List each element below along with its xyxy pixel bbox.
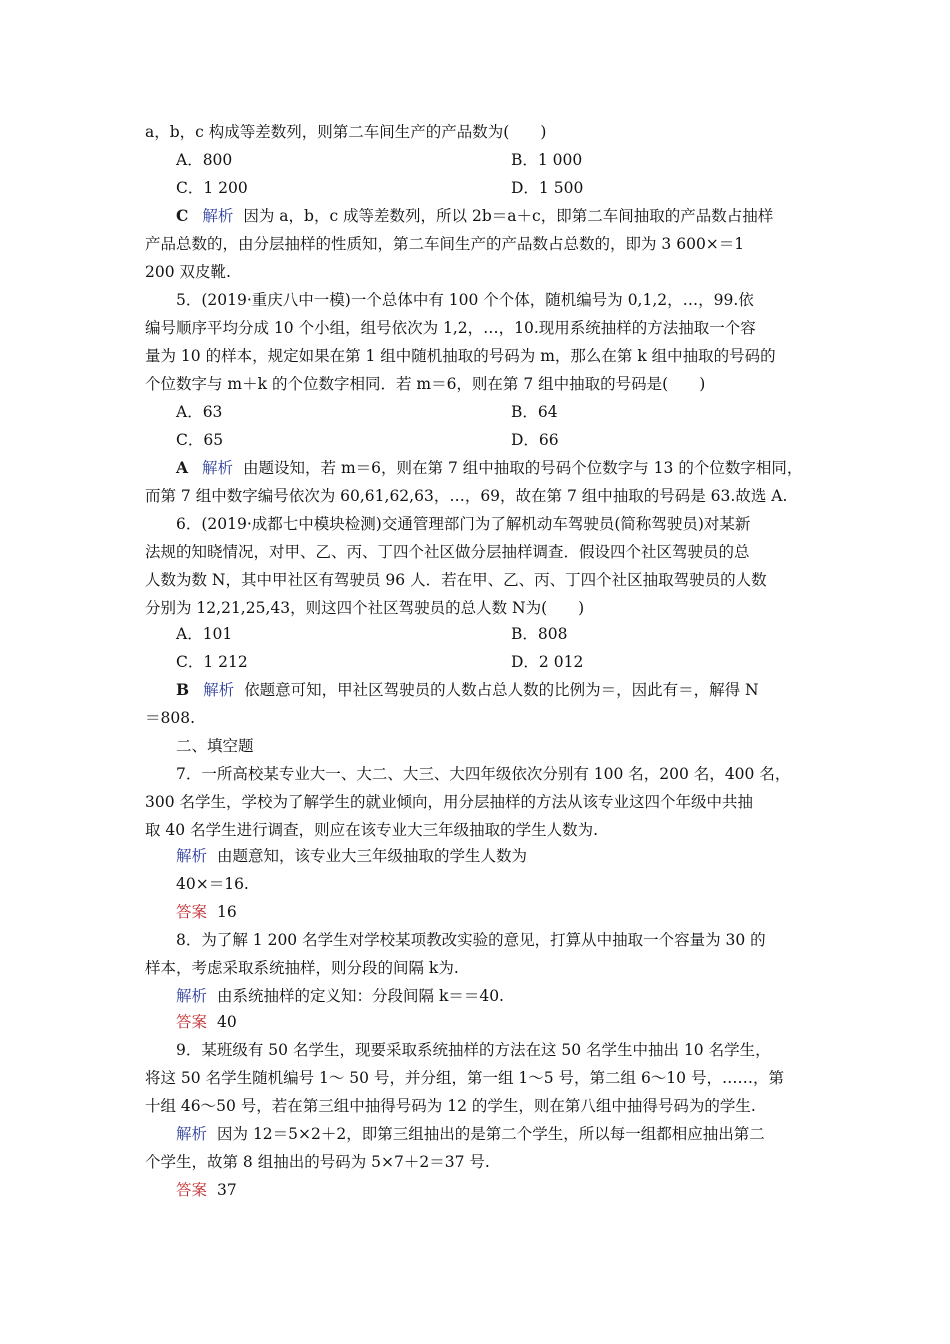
q8-jiexi-label: 解析 xyxy=(176,987,208,1005)
q7-answer-line xyxy=(176,902,237,922)
q9-jiexi-label: 解析 xyxy=(176,1125,208,1143)
q4-option-d: D．1 500 xyxy=(511,179,584,197)
q9-stem-line-2: 将这 50 名学生随机编号 1～ 50 号，并分组，第一组 1～5 号，第二组 6～10 号，……，第 xyxy=(145,1069,784,1087)
q5-stem-line-2: 编号顺序平均分成 10 个小组，组号依次为 1,2，…，10.现用系统抽样的方法抽取一个容 xyxy=(145,319,756,337)
q4-jiexi-label: 解析 xyxy=(202,207,234,225)
q5-explanation-line-1 xyxy=(176,458,802,478)
q6-option-a: A．101 xyxy=(176,625,233,643)
q5-stem-line-4: 个位数字与 m＋k 的个位数字相同．若 m＝6，则在第 7 组中抽取的号码是( ) xyxy=(145,375,706,393)
q6-option-d: D．2 012 xyxy=(511,653,584,671)
q7-daan-label: 答案 xyxy=(176,903,208,921)
q4-option-b: B．1 000 xyxy=(511,151,583,169)
q6-stem-line-3: 人数为数 N，其中甲社区有驾驶员 96 人．若在甲、乙、丙、丁四个社区抽取驾驶员的人数 xyxy=(145,571,767,589)
q7-stem-line-3: 取 40 名学生进行调查，则应在该专业大三年级抽取的学生人数为. xyxy=(145,821,599,839)
q8-answer-line xyxy=(176,1012,237,1032)
q8-explanation-line xyxy=(176,986,504,1006)
q4-explanation-line-2: 产品总数的，由分层抽样的性质知，第二车间生产的产品数占总数的，即为 3 600×＝1 xyxy=(145,235,745,253)
q5-option-d: D．66 xyxy=(511,431,559,449)
q6-jiexi-label: 解析 xyxy=(203,681,235,699)
q8-daan-label: 答案 xyxy=(176,1013,208,1031)
q5-option-a: A．63 xyxy=(176,403,223,421)
q7-explanation-text: 由题意知，该专业大三年级抽取的学生人数为 xyxy=(217,847,528,865)
q9-answer: 37 xyxy=(217,1181,237,1199)
q4-option-c: C．1 200 xyxy=(176,179,248,197)
q5-jiexi-label: 解析 xyxy=(202,459,234,477)
q7-jiexi-label: 解析 xyxy=(176,847,208,865)
q5-stem-line-1: 5．(2019·重庆八中一模)一个总体中有 100 个个体，随机编号为 0,1,2，…，99.依 xyxy=(176,291,754,309)
q8-stem-line-1: 8．为了解 1 200 名学生对学校某项教改实验的意见，打算从中抽取一个容量为 30 的 xyxy=(176,931,766,949)
q5-explanation-line-2: 而第 7 组中数字编号依次为 60,61,62,63，…，69，故在第 7 组中抽取的号码是 63.故选 A. xyxy=(145,487,788,505)
q4-explanation-line-3: 200 双皮靴. xyxy=(145,263,231,281)
q9-stem-line-1: 9．某班级有 50 名学生，现要采取系统抽样的方法在这 50 名学生中抽出 10 名学生， xyxy=(176,1041,771,1059)
q5-stem-line-3: 量为 10 的样本，规定如果在第 1 组中随机抽取的号码为 m，那么在第 k 组中抽取的号码的 xyxy=(145,347,776,365)
section-heading-fill-in: 二、填空题 xyxy=(176,737,254,755)
q7-stem-line-2: 300 名学生，学校为了解学生的就业倾向，用分层抽样的方法从该专业这四个年级中共抽 xyxy=(145,793,754,811)
q6-stem-line-2: 法规的知晓情况，对甲、乙、丙、丁四个社区做分层抽样调查．假设四个社区驾驶员的总 xyxy=(145,543,750,561)
q6-option-c: C．1 212 xyxy=(176,653,248,671)
q6-explanation-line-1 xyxy=(176,680,759,700)
q9-explanation-line-2: 个学生，故第 8 组抽出的号码为 5×7＋2＝37 号. xyxy=(145,1153,490,1171)
q4-option-a: A．800 xyxy=(176,151,233,169)
q5-answer: A xyxy=(176,458,189,477)
q6-stem-line-4: 分别为 12,21,25,43，则这四个社区驾驶员的总人数 N为( ) xyxy=(145,599,585,617)
q8-explanation-text: 由系统抽样的定义知：分段间隔 k＝＝40. xyxy=(217,987,504,1005)
q9-answer-line xyxy=(176,1180,237,1200)
q4-stem-line: a，b，c 构成等差数列，则第二车间生产的产品数为( ) xyxy=(145,123,547,141)
q4-explanation-line-1 xyxy=(176,206,773,226)
q7-stem-line-1: 7．一所高校某专业大一、大二、大三、大四年级依次分别有 100 名，200 名，400 名， xyxy=(176,765,791,783)
q9-daan-label: 答案 xyxy=(176,1181,208,1199)
q4-answer: C xyxy=(176,206,189,225)
q7-explanation-line-2: 40×＝16. xyxy=(176,875,249,893)
q6-option-b: B．808 xyxy=(511,625,568,643)
q5-explanation-text: 由题设知，若 m＝6，则在第 7 组中抽取的号码个位数字与 13 的个位数字相同， xyxy=(243,459,803,477)
q6-explanation-text: 依题意可知，甲社区驾驶员的人数占总人数的比例为＝，因此有＝，解得 N xyxy=(244,681,759,699)
q5-option-b: B．64 xyxy=(511,403,558,421)
q8-answer: 40 xyxy=(217,1013,237,1031)
q7-explanation-line-1 xyxy=(176,846,527,866)
q6-explanation-line-2: ＝808. xyxy=(145,709,196,727)
q8-stem-line-2: 样本，考虑采取系统抽样，则分段的间隔 k为. xyxy=(145,959,459,977)
q4-explanation-text: 因为 a，b，c 成等差数列，所以 2b＝a＋c，即第二车间抽取的产品数占抽样 xyxy=(243,207,774,225)
q6-answer: B xyxy=(176,680,190,699)
q9-explanation-line-1 xyxy=(176,1124,765,1144)
q9-stem-line-3: 十组 46～50 号，若在第三组中抽得号码为 12 的学生，则在第八组中抽得号码为的学生. xyxy=(145,1097,756,1115)
q5-option-c: C．65 xyxy=(176,431,224,449)
q6-stem-line-1: 6．(2019·成都七中模块检测)交通管理部门为了解机动车驾驶员(简称驾驶员)对某新 xyxy=(176,515,751,533)
q7-answer: 16 xyxy=(217,903,237,921)
q9-explanation-text: 因为 12＝5×2＋2，即第三组抽出的是第二个学生，所以每一组都相应抽出第二 xyxy=(217,1125,765,1143)
